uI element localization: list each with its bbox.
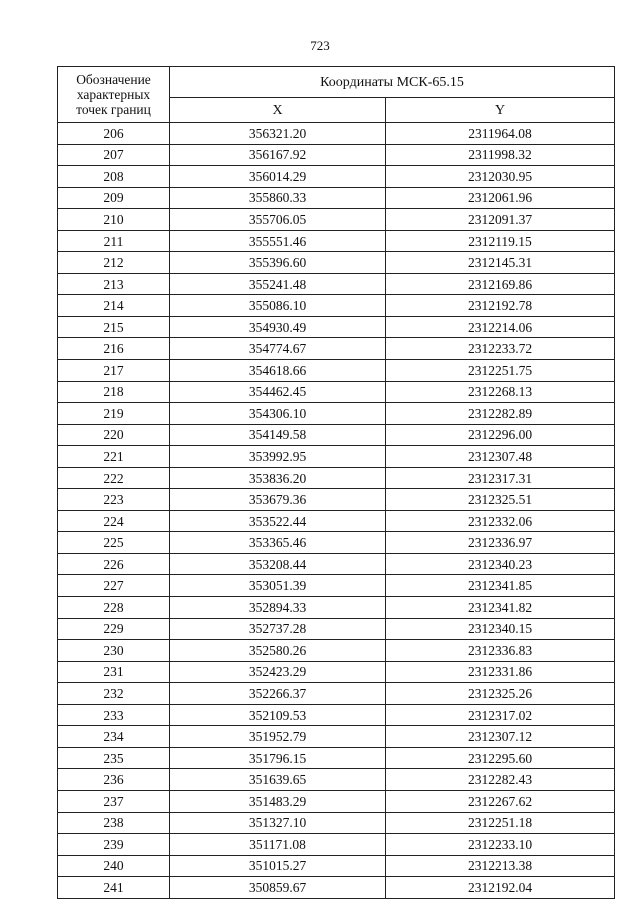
x-coordinate-cell: 355241.48 [170,273,386,295]
table-row [58,446,615,468]
point-id-cell: 219 [58,403,170,425]
x-coordinate-cell: 351171.08 [170,834,386,856]
y-coordinate-cell: 2312267.62 [386,790,615,812]
y-coordinate-cell: 2312336.83 [386,640,615,662]
y-coordinate-cell: 2312331.86 [386,661,615,683]
table-row [58,467,615,489]
x-coordinate-cell: 351483.29 [170,790,386,812]
y-coordinate-cell: 2312296.00 [386,424,615,446]
point-header-line-2: характерных [76,87,151,102]
x-coordinate-cell: 354774.67 [170,338,386,360]
x-coordinate-cell: 350859.67 [170,877,386,899]
y-coordinate-cell: 2312233.72 [386,338,615,360]
point-id-cell: 212 [58,252,170,274]
y-coordinate-cell: 2312307.12 [386,726,615,748]
y-coordinate-cell: 2312119.15 [386,230,615,252]
x-coordinate-cell: 352109.53 [170,704,386,726]
point-id-cell: 215 [58,316,170,338]
y-coordinate-cell: 2311998.32 [386,144,615,166]
y-coordinate-cell: 2312307.48 [386,446,615,468]
point-id-cell: 234 [58,726,170,748]
x-coordinate-cell: 354149.58 [170,424,386,446]
x-coordinate-cell: 353992.95 [170,446,386,468]
x-coordinate-cell: 356167.92 [170,144,386,166]
x-coordinate-cell: 352266.37 [170,683,386,705]
coordinates-table [57,66,615,899]
y-coordinate-cell: 2312061.96 [386,187,615,209]
header-row-top [58,67,615,98]
x-coordinate-cell: 353208.44 [170,553,386,575]
x-coordinate-cell: 355706.05 [170,209,386,231]
y-coordinate-cell: 2312251.75 [386,360,615,382]
table-row [58,187,615,209]
table-row [58,209,615,231]
y-coordinate-cell: 2312325.26 [386,683,615,705]
table-header [58,67,615,123]
y-coordinate-cell: 2312251.18 [386,812,615,834]
table-row [58,855,615,877]
x-coordinate-cell: 352423.29 [170,661,386,683]
point-id-cell: 213 [58,273,170,295]
y-coordinate-cell: 2312214.06 [386,316,615,338]
table-row [58,123,615,145]
y-coordinate-cell: 2312341.82 [386,597,615,619]
x-coordinate-cell: 356321.20 [170,123,386,145]
x-column-header: X [170,98,386,123]
y-coordinate-cell: 2312341.85 [386,575,615,597]
y-coordinate-cell: 2312091.37 [386,209,615,231]
point-id-cell: 206 [58,123,170,145]
point-id-cell: 210 [58,209,170,231]
point-id-cell: 220 [58,424,170,446]
table-row [58,381,615,403]
y-coordinate-cell: 2312192.78 [386,295,615,317]
point-id-cell: 217 [58,360,170,382]
table-row [58,640,615,662]
table-row [58,360,615,382]
table-row [58,769,615,791]
table-row [58,252,615,274]
y-coordinate-cell: 2312145.31 [386,252,615,274]
point-id-cell: 224 [58,510,170,532]
point-id-cell: 232 [58,683,170,705]
x-coordinate-cell: 354930.49 [170,316,386,338]
x-coordinate-cell: 352737.28 [170,618,386,640]
point-id-cell: 216 [58,338,170,360]
point-id-cell: 228 [58,597,170,619]
y-coordinate-cell: 2311964.08 [386,123,615,145]
coordinates-group-header: Координаты МСК-65.15 [170,67,615,98]
x-coordinate-cell: 353051.39 [170,575,386,597]
y-coordinate-cell: 2312340.15 [386,618,615,640]
point-id-cell: 230 [58,640,170,662]
point-id-cell: 226 [58,553,170,575]
x-coordinate-cell: 351796.15 [170,747,386,769]
x-coordinate-cell: 355396.60 [170,252,386,274]
x-coordinate-cell: 353836.20 [170,467,386,489]
point-id-cell: 236 [58,769,170,791]
point-id-cell: 235 [58,747,170,769]
page-number: 723 [310,38,330,53]
x-coordinate-cell: 351015.27 [170,855,386,877]
point-id-cell: 237 [58,790,170,812]
point-id-cell: 207 [58,144,170,166]
y-coordinate-cell: 2312169.86 [386,273,615,295]
point-id-cell: 239 [58,834,170,856]
x-coordinate-cell: 356014.29 [170,166,386,188]
table-row [58,747,615,769]
x-coordinate-cell: 352580.26 [170,640,386,662]
x-coordinate-cell: 351327.10 [170,812,386,834]
y-coordinate-cell: 2312213.38 [386,855,615,877]
x-coordinate-cell: 351639.65 [170,769,386,791]
point-id-cell: 214 [58,295,170,317]
x-coordinate-cell: 355551.46 [170,230,386,252]
table-row [58,575,615,597]
table-row [58,403,615,425]
table-row [58,553,615,575]
table-row [58,661,615,683]
table-row [58,338,615,360]
point-header-line-1: Обозначение [76,72,151,87]
table-row [58,812,615,834]
y-coordinate-cell: 2312332.06 [386,510,615,532]
x-coordinate-cell: 353522.44 [170,510,386,532]
table-row [58,726,615,748]
table-row [58,144,615,166]
table-row [58,510,615,532]
y-coordinate-cell: 2312030.95 [386,166,615,188]
x-coordinate-cell: 353679.36 [170,489,386,511]
y-coordinate-cell: 2312336.97 [386,532,615,554]
point-id-cell: 222 [58,467,170,489]
table-row [58,683,615,705]
y-coordinate-cell: 2312295.60 [386,747,615,769]
y-coordinate-cell: 2312282.43 [386,769,615,791]
x-coordinate-cell: 353365.46 [170,532,386,554]
table-row [58,597,615,619]
x-coordinate-cell: 354462.45 [170,381,386,403]
point-id-cell: 238 [58,812,170,834]
x-coordinate-cell: 354618.66 [170,360,386,382]
y-coordinate-cell: 2312317.02 [386,704,615,726]
point-id-cell: 225 [58,532,170,554]
table-row [58,834,615,856]
x-coordinate-cell: 355860.33 [170,187,386,209]
point-id-cell: 211 [58,230,170,252]
y-coordinate-cell: 2312268.13 [386,381,615,403]
y-coordinate-cell: 2312317.31 [386,467,615,489]
table-row [58,489,615,511]
y-column-header: Y [386,98,615,123]
table-row [58,295,615,317]
point-id-cell: 229 [58,618,170,640]
x-coordinate-cell: 352894.33 [170,597,386,619]
table-row [58,166,615,188]
table-row [58,424,615,446]
point-id-cell: 221 [58,446,170,468]
x-coordinate-cell: 355086.10 [170,295,386,317]
table-row [58,532,615,554]
point-id-cell: 223 [58,489,170,511]
x-coordinate-cell: 351952.79 [170,726,386,748]
table-row [58,618,615,640]
point-id-cell: 227 [58,575,170,597]
point-id-cell: 231 [58,661,170,683]
x-coordinate-cell: 354306.10 [170,403,386,425]
point-id-cell: 208 [58,166,170,188]
table-row [58,230,615,252]
point-id-cell: 218 [58,381,170,403]
y-coordinate-cell: 2312233.10 [386,834,615,856]
point-header-line-3: точек границ [76,102,151,117]
point-id-cell: 209 [58,187,170,209]
point-id-cell: 240 [58,855,170,877]
y-coordinate-cell: 2312325.51 [386,489,615,511]
table-body [58,123,615,899]
table-row [58,790,615,812]
table-row [58,273,615,295]
y-coordinate-cell: 2312282.89 [386,403,615,425]
point-id-cell: 241 [58,877,170,899]
point-designation-header [58,67,170,123]
y-coordinate-cell: 2312192.04 [386,877,615,899]
table-row [58,316,615,338]
y-coordinate-cell: 2312340.23 [386,553,615,575]
point-id-cell: 233 [58,704,170,726]
table-row [58,877,615,899]
table-row [58,704,615,726]
